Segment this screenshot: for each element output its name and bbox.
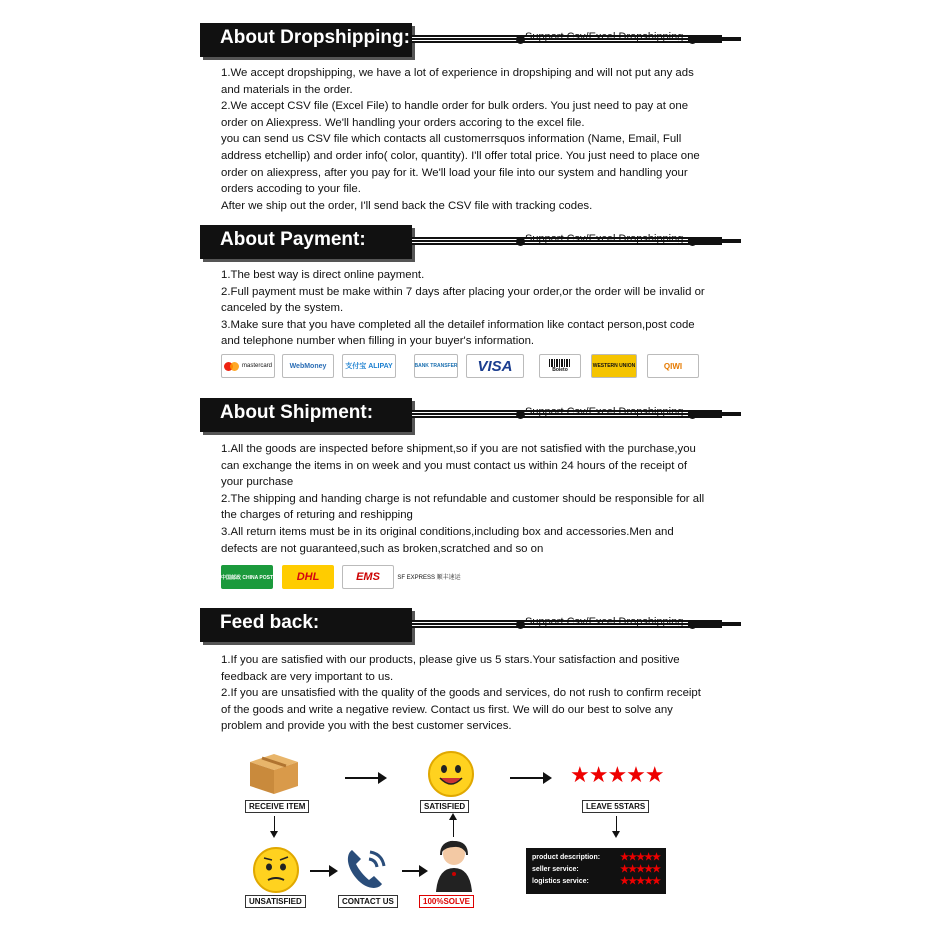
five-stars-icon: ★★★★★ xyxy=(570,762,664,787)
paragraph-line: 1.We accept dropshipping, we have a lot of experience in dropshiping and will not put any ads and materials in the order. xyxy=(221,67,694,96)
header-tagline: Support Csv/Excel Dropshipping xyxy=(525,406,684,418)
mastercard-icon xyxy=(230,362,239,371)
paragraph-line: After we ship out the order, I'll send back the CSV file with tracking codes. xyxy=(221,199,593,212)
section-title: About Payment: xyxy=(220,229,366,250)
payment-logos xyxy=(221,354,701,378)
bank-transfer-logo: BANK TRANSFER xyxy=(414,354,458,378)
dhl-logo: DHL xyxy=(282,565,334,589)
paragraph-line: you can send us CSV file which contacts all customerrsquos information (Name, Email, Full address etchellip) and order info( color, quantity). I'll offer total price. You just need to place one order on aliexpress, after you pay for it. We'll load your file into our system and handling your orders accoding to your file. xyxy=(221,133,700,196)
rating-row: logistics service: ★★★★★ xyxy=(532,876,660,887)
header-rule-tail xyxy=(688,37,741,41)
solve-label: 100%SOLVE xyxy=(419,895,474,908)
arrow-right-icon xyxy=(510,777,550,779)
arrow-down-icon xyxy=(274,816,275,836)
satisfied-label: SATISFIED xyxy=(420,800,469,813)
receive-item-label: RECEIVE ITEM xyxy=(245,800,309,813)
western-union-logo: WESTERN UNION xyxy=(591,354,637,378)
mastercard-logo: mastercard xyxy=(221,354,275,378)
section-title-box xyxy=(200,23,412,57)
leave-5stars-label: LEAVE 5STARS xyxy=(582,800,649,813)
package-box-icon xyxy=(248,750,300,796)
alipay-logo: 支付宝 ALIPAY xyxy=(342,354,396,378)
section-header-feedback xyxy=(200,608,741,642)
header-rule-tail xyxy=(688,622,741,626)
header-rule-tail xyxy=(688,412,741,416)
header-dot-icon xyxy=(516,410,525,419)
header-dot-icon xyxy=(516,620,525,629)
feedback-text xyxy=(221,652,711,735)
header-dot-icon xyxy=(516,237,525,246)
webmoney-logo: WebMoney xyxy=(282,354,334,378)
customer-support-icon xyxy=(432,838,476,892)
paragraph-line: 2.The shipping and handing charge is not refundable and customer should be responsible for all the charges of returing and reshipping xyxy=(221,492,705,522)
ems-logo: EMS xyxy=(342,565,394,589)
section-header-dropshipping xyxy=(200,23,741,57)
paragraph-line: 3.All return items must be in its original conditions,including box and accessories.Men and defects are not guaranteed,such as broken,scratched and so on xyxy=(221,525,674,555)
feedback-flow xyxy=(230,740,690,910)
section-header-shipment xyxy=(200,398,741,432)
confused-face-icon xyxy=(252,846,300,894)
rating-stars-icon: ★★★★★ xyxy=(620,852,660,863)
section-title: About Shipment: xyxy=(220,402,374,423)
header-tagline: Support Csv/Excel Dropshipping xyxy=(525,31,684,43)
shipping-logos xyxy=(221,565,461,589)
paragraph-line: 2.We accept CSV file (Excel File) to handle order for bulk orders. You just need to pay at one order on Aliexpress. We'll handling your orders accoring to the excel file. xyxy=(221,100,689,129)
unsatisfied-label: UNSATISFIED xyxy=(245,895,306,908)
section-title-box xyxy=(200,225,412,259)
section-title: About Dropshipping: xyxy=(220,27,410,48)
section-title-box xyxy=(200,608,412,642)
rating-stars-icon: ★★★★★ xyxy=(620,864,660,875)
rating-stars-icon: ★★★★★ xyxy=(620,876,660,887)
qiwi-logo: QIWI xyxy=(647,354,699,378)
contact-us-label: CONTACT US xyxy=(338,895,398,908)
rating-row: product description: ★★★★★ xyxy=(532,852,660,863)
china-post-logo: 中国邮政 CHINA POST xyxy=(221,565,273,589)
paragraph-line: 1.All the goods are inspected before shipment,so if you are not satisfied with the purchase,you can exchange the items in on week and you must contact us within 24 hours of the receipt of your purchase xyxy=(221,443,696,489)
section-title: Feed back: xyxy=(220,612,320,633)
boleto-logo: Boleto xyxy=(539,354,581,378)
arrow-up-icon xyxy=(453,815,454,837)
paragraph-line: 3.Make sure that you have completed all the detailef information like contact person,post code and telephone number when filling in your buyer's information. xyxy=(221,318,695,348)
header-tagline: Support Csv/Excel Dropshipping xyxy=(525,233,684,245)
arrow-down-icon xyxy=(616,816,617,836)
sf-express-logo: SF EXPRESS 顺丰速运 xyxy=(404,565,454,587)
arrow-right-icon xyxy=(345,777,385,779)
rating-row: seller service: ★★★★★ xyxy=(532,864,660,875)
section-title-box xyxy=(200,398,412,432)
happy-face-icon xyxy=(427,750,475,798)
dropshipping-text xyxy=(221,65,711,214)
header-dot-icon xyxy=(516,35,525,44)
payment-text xyxy=(221,267,711,350)
section-header-payment xyxy=(200,225,741,259)
paragraph-line: 1.If you are satisfied with our products, please give us 5 stars.Your satisfaction and positive feedback are very important to us. xyxy=(221,654,680,683)
header-rule-tail xyxy=(688,239,741,243)
paragraph-line: 2.If you are unsatisfied with the quality of the goods and services, do not rush to confirm receipt of the goods and write a negative review. Contact us first. We will do our best to solve any problem and provide you with the best customer services. xyxy=(221,687,701,733)
paragraph-line: 1.The best way is direct online payment. xyxy=(221,269,425,281)
header-tagline: Support Csv/Excel Dropshipping xyxy=(525,616,684,628)
barcode-icon xyxy=(549,359,571,367)
arrow-right-icon xyxy=(310,870,336,872)
phone-icon xyxy=(342,844,390,892)
rating-panel xyxy=(526,848,666,894)
arrow-right-icon xyxy=(402,870,426,872)
shipment-text xyxy=(221,441,711,557)
paragraph-line: 2.Full payment must be make within 7 days after placing your order,or the order will be invalid or canceled by the system. xyxy=(221,285,705,315)
visa-logo: VISA xyxy=(466,354,524,378)
